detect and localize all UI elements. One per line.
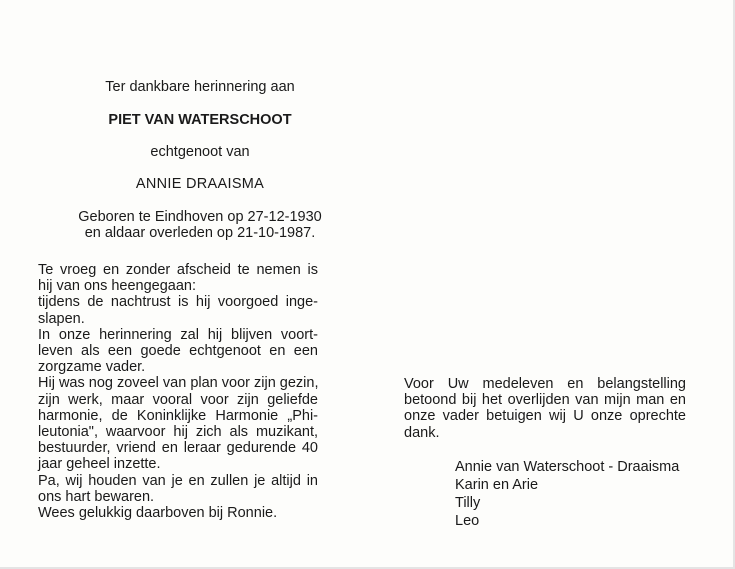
signer-name: Karin en Arie xyxy=(455,477,539,493)
memorial-text xyxy=(38,262,318,521)
memorial-line: zijn werk, maar vooral voor zijn geliefde xyxy=(38,391,318,408)
signers-list xyxy=(455,458,679,530)
deceased-name: PIET VAN WATERSCHOOT xyxy=(108,112,292,128)
memorial-line: harmonie, de Koninklijke Harmonie „Phi- xyxy=(38,407,318,424)
memorial-line: slapen. xyxy=(38,310,85,327)
signer-name: Annie van Waterschoot - Draaisma xyxy=(455,459,680,475)
thanks-line: onze vader betuigen wij U onze oprechte xyxy=(404,408,686,425)
thanks-line: dank. xyxy=(404,424,440,441)
thanks-line: betoond bij het overlijden van mijn man en xyxy=(404,392,686,409)
intro-text: Ter dankbare herinnering aan xyxy=(105,79,295,95)
memorial-line: Wees gelukkig daarboven bij Ronnie. xyxy=(38,505,278,522)
birth-line: Geboren te Eindhoven op 27-12-1930 xyxy=(78,209,322,225)
memorial-line: leven als een goede echtgenoot en een xyxy=(38,343,318,360)
relation-text: echtgenoot van xyxy=(150,144,250,160)
memorial-line: Hij was nog zoveel van plan voor zijn gezin, xyxy=(38,375,319,392)
memorial-line: bestuurder, vriend en leraar gedurende 40 xyxy=(38,440,318,457)
memorial-line: In onze herinnering zal hij blijven voort- xyxy=(38,326,318,343)
thanks-text xyxy=(404,376,686,441)
memorial-line: Pa, wij houden van je en zullen je altijd in xyxy=(38,472,318,489)
memorial-line: Te vroeg en zonder afscheid te nemen is xyxy=(38,262,318,278)
memorial-line: zorgzame vader. xyxy=(38,359,146,376)
death-line: en aldaar overleden op 21-10-1987. xyxy=(84,225,316,241)
memorial-line: tijdens de nachtrust is hij voorgoed inge- xyxy=(38,294,318,311)
memorial-line: ons hart bewaren. xyxy=(38,488,155,505)
thanks-line: Voor Uw medeleven en belangstelling xyxy=(404,376,686,392)
signer-name: Leo xyxy=(455,513,480,529)
memorial-line: leutonia", waarvoor hij zich als muzikant, xyxy=(38,424,318,441)
memorial-line: jaar geheel inzette. xyxy=(38,456,161,473)
spouse-name: ANNIE DRAAISMA xyxy=(135,176,265,192)
signer-name: Tilly xyxy=(455,495,481,511)
memorial-line: hij van ons heengegaan: xyxy=(38,278,197,295)
